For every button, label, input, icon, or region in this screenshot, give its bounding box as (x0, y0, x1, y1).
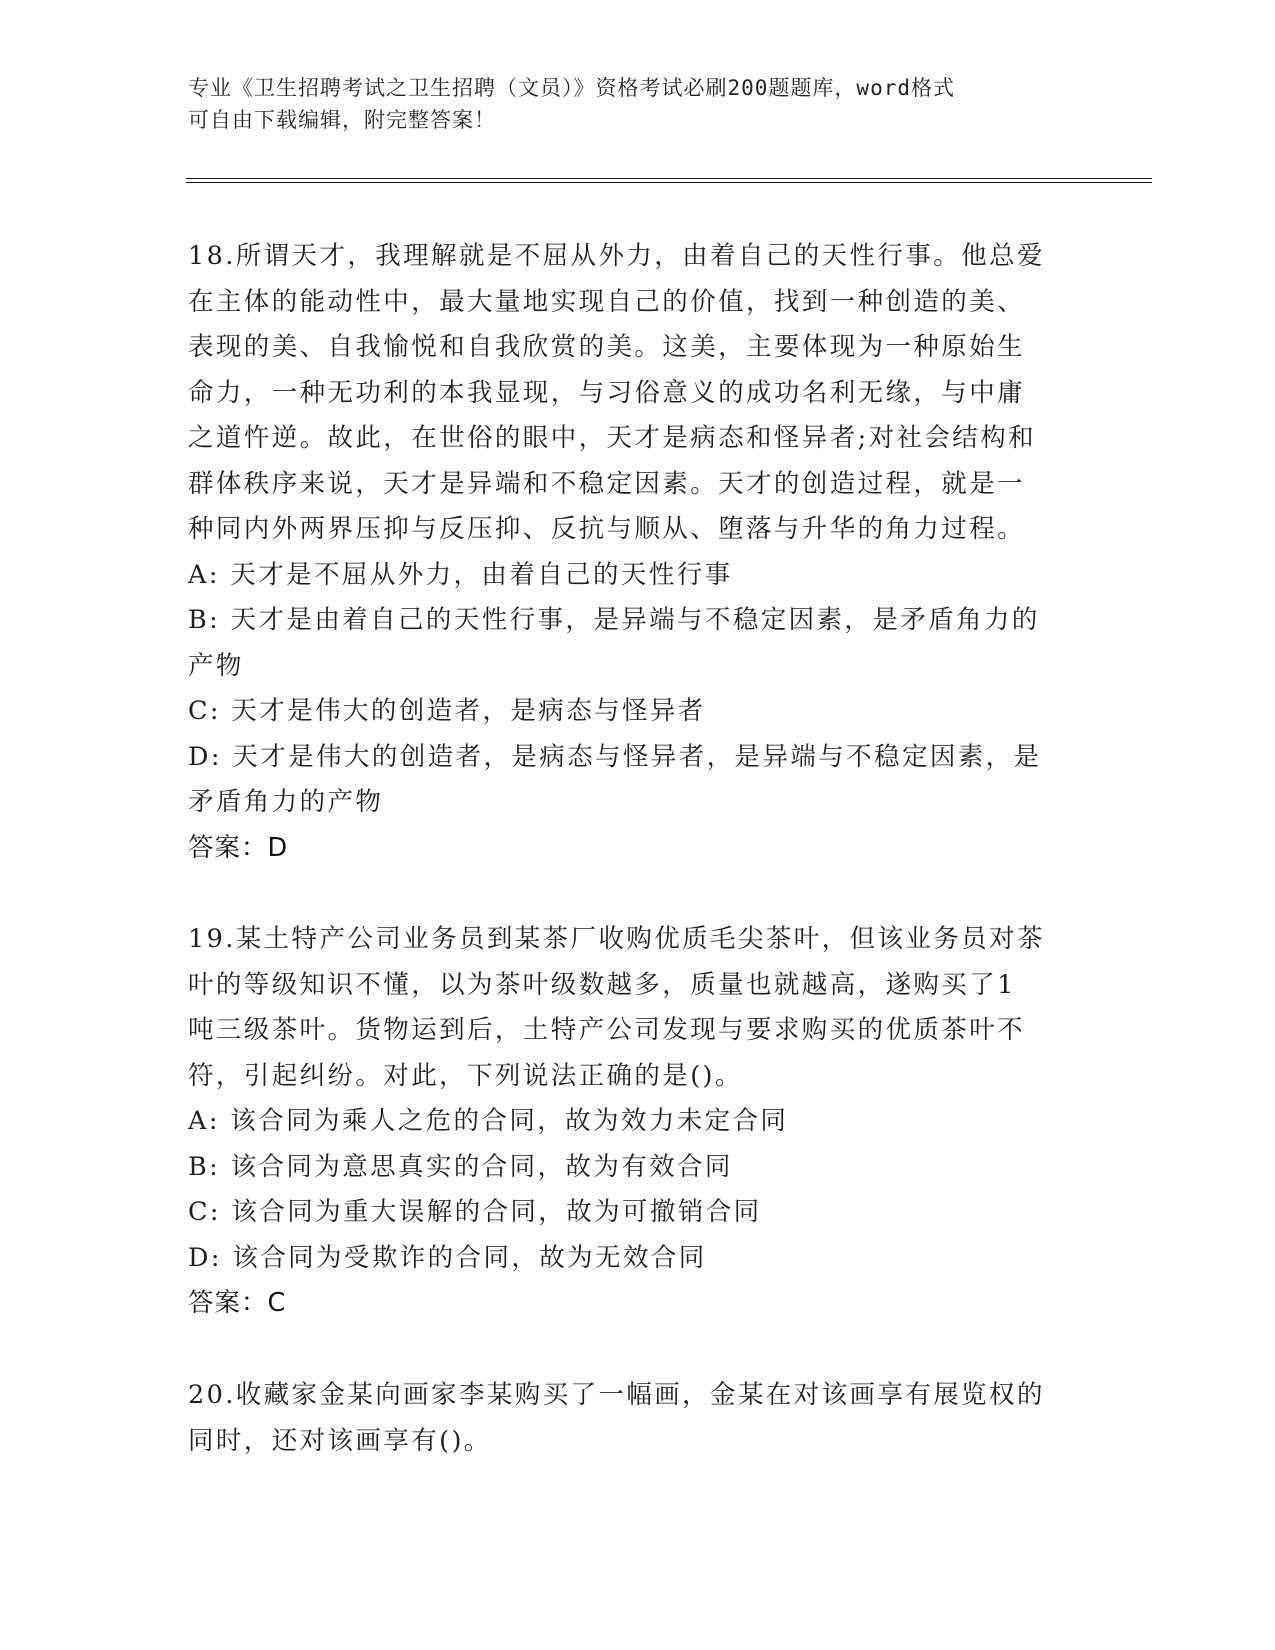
question-stem-line: 叶的等级知识不懂，以为茶叶级数越多，质量也就越高，遂购买了1 (188, 969, 1016, 1000)
question-20 (188, 1373, 1088, 1464)
option-b-continued: 产物 (188, 650, 244, 681)
header-line-1: 专业《卫生招聘考试之卫生招聘（文员）》资格考试必刷200题题库，word格式 (188, 76, 955, 100)
header-line-2: 可自由下载编辑，附完整答案！ (188, 108, 496, 132)
option-d-continued: 矛盾角力的产物 (188, 787, 384, 817)
option-c: C: 该合同为重大误解的合同，故为可撤销合同 (188, 1197, 762, 1227)
option-d: D: 该合同为受欺诈的合同，故为无效合同 (188, 1242, 707, 1273)
question-stem-line: 19.某土特产公司业务员到某茶厂收购优质毛尖茶叶，但该业务员对茶 (188, 924, 1045, 954)
option-b: B: 天才是由着自己的天性行事，是异端与不稳定因素，是矛盾角力的 (188, 605, 1040, 635)
option-c: C: 天才是伟大的创造者，是病态与怪异者 (188, 696, 706, 726)
question-stem-line: 之道忤逆。故此，在世俗的眼中，天才是病态和怪异者;对社会结构和 (188, 423, 1036, 453)
question-stem-line: 吨三级茶叶。货物运到后，土特产公司发现与要求购买的优质茶叶不 (188, 1015, 1026, 1045)
answer-key: 答案：D (188, 832, 289, 863)
document-header (188, 72, 1088, 136)
option-b: B: 该合同为意思真实的合同，故为有效合同 (188, 1151, 733, 1182)
answer-key: 答案：C (188, 1288, 287, 1318)
question-stem-line: 20.收藏家金某向画家李某购买了一幅画，金某在对该画享有展览权的 (188, 1380, 1045, 1410)
question-18 (188, 234, 1088, 871)
question-stem-line: 表现的美、自我愉悦和自我欣赏的美。这美，主要体现为一种原始生 (188, 332, 1026, 362)
question-19 (188, 917, 1088, 1327)
question-stem-line: 命力，一种无功利的本我显现，与习俗意义的成功名利无缘，与中庸 (188, 377, 1026, 408)
option-d: D: 天才是伟大的创造者，是病态与怪异者，是异端与不稳定因素，是 (188, 741, 1042, 772)
question-stem-line: 同时，还对该画享有()。 (188, 1425, 492, 1456)
header-divider-top (186, 178, 1152, 179)
option-a: A: 天才是不屈从外力，由着自己的天性行事 (188, 559, 733, 590)
question-stem-line: 种同内外两界压抑与反压抑、反抗与顺从、堕落与升华的角力过程。 (188, 514, 1026, 544)
question-stem-line: 在主体的能动性中，最大量地实现自己的价值，找到一种创造的美、 (188, 286, 1026, 317)
option-a: A: 该合同为乘人之危的合同，故为效力未定合同 (188, 1106, 789, 1136)
header-divider-bottom (186, 182, 1152, 183)
question-stem-line: 群体秩序来说，天才是异端和不稳定因素。天才的创造过程，就是一 (188, 468, 1026, 499)
question-stem-line: 符，引起纠纷。对此，下列说法正确的是()。 (188, 1060, 743, 1091)
question-stem-line: 18.所谓天才，我理解就是不屈从外力，由着自己的天性行事。他总爱 (188, 241, 1045, 271)
